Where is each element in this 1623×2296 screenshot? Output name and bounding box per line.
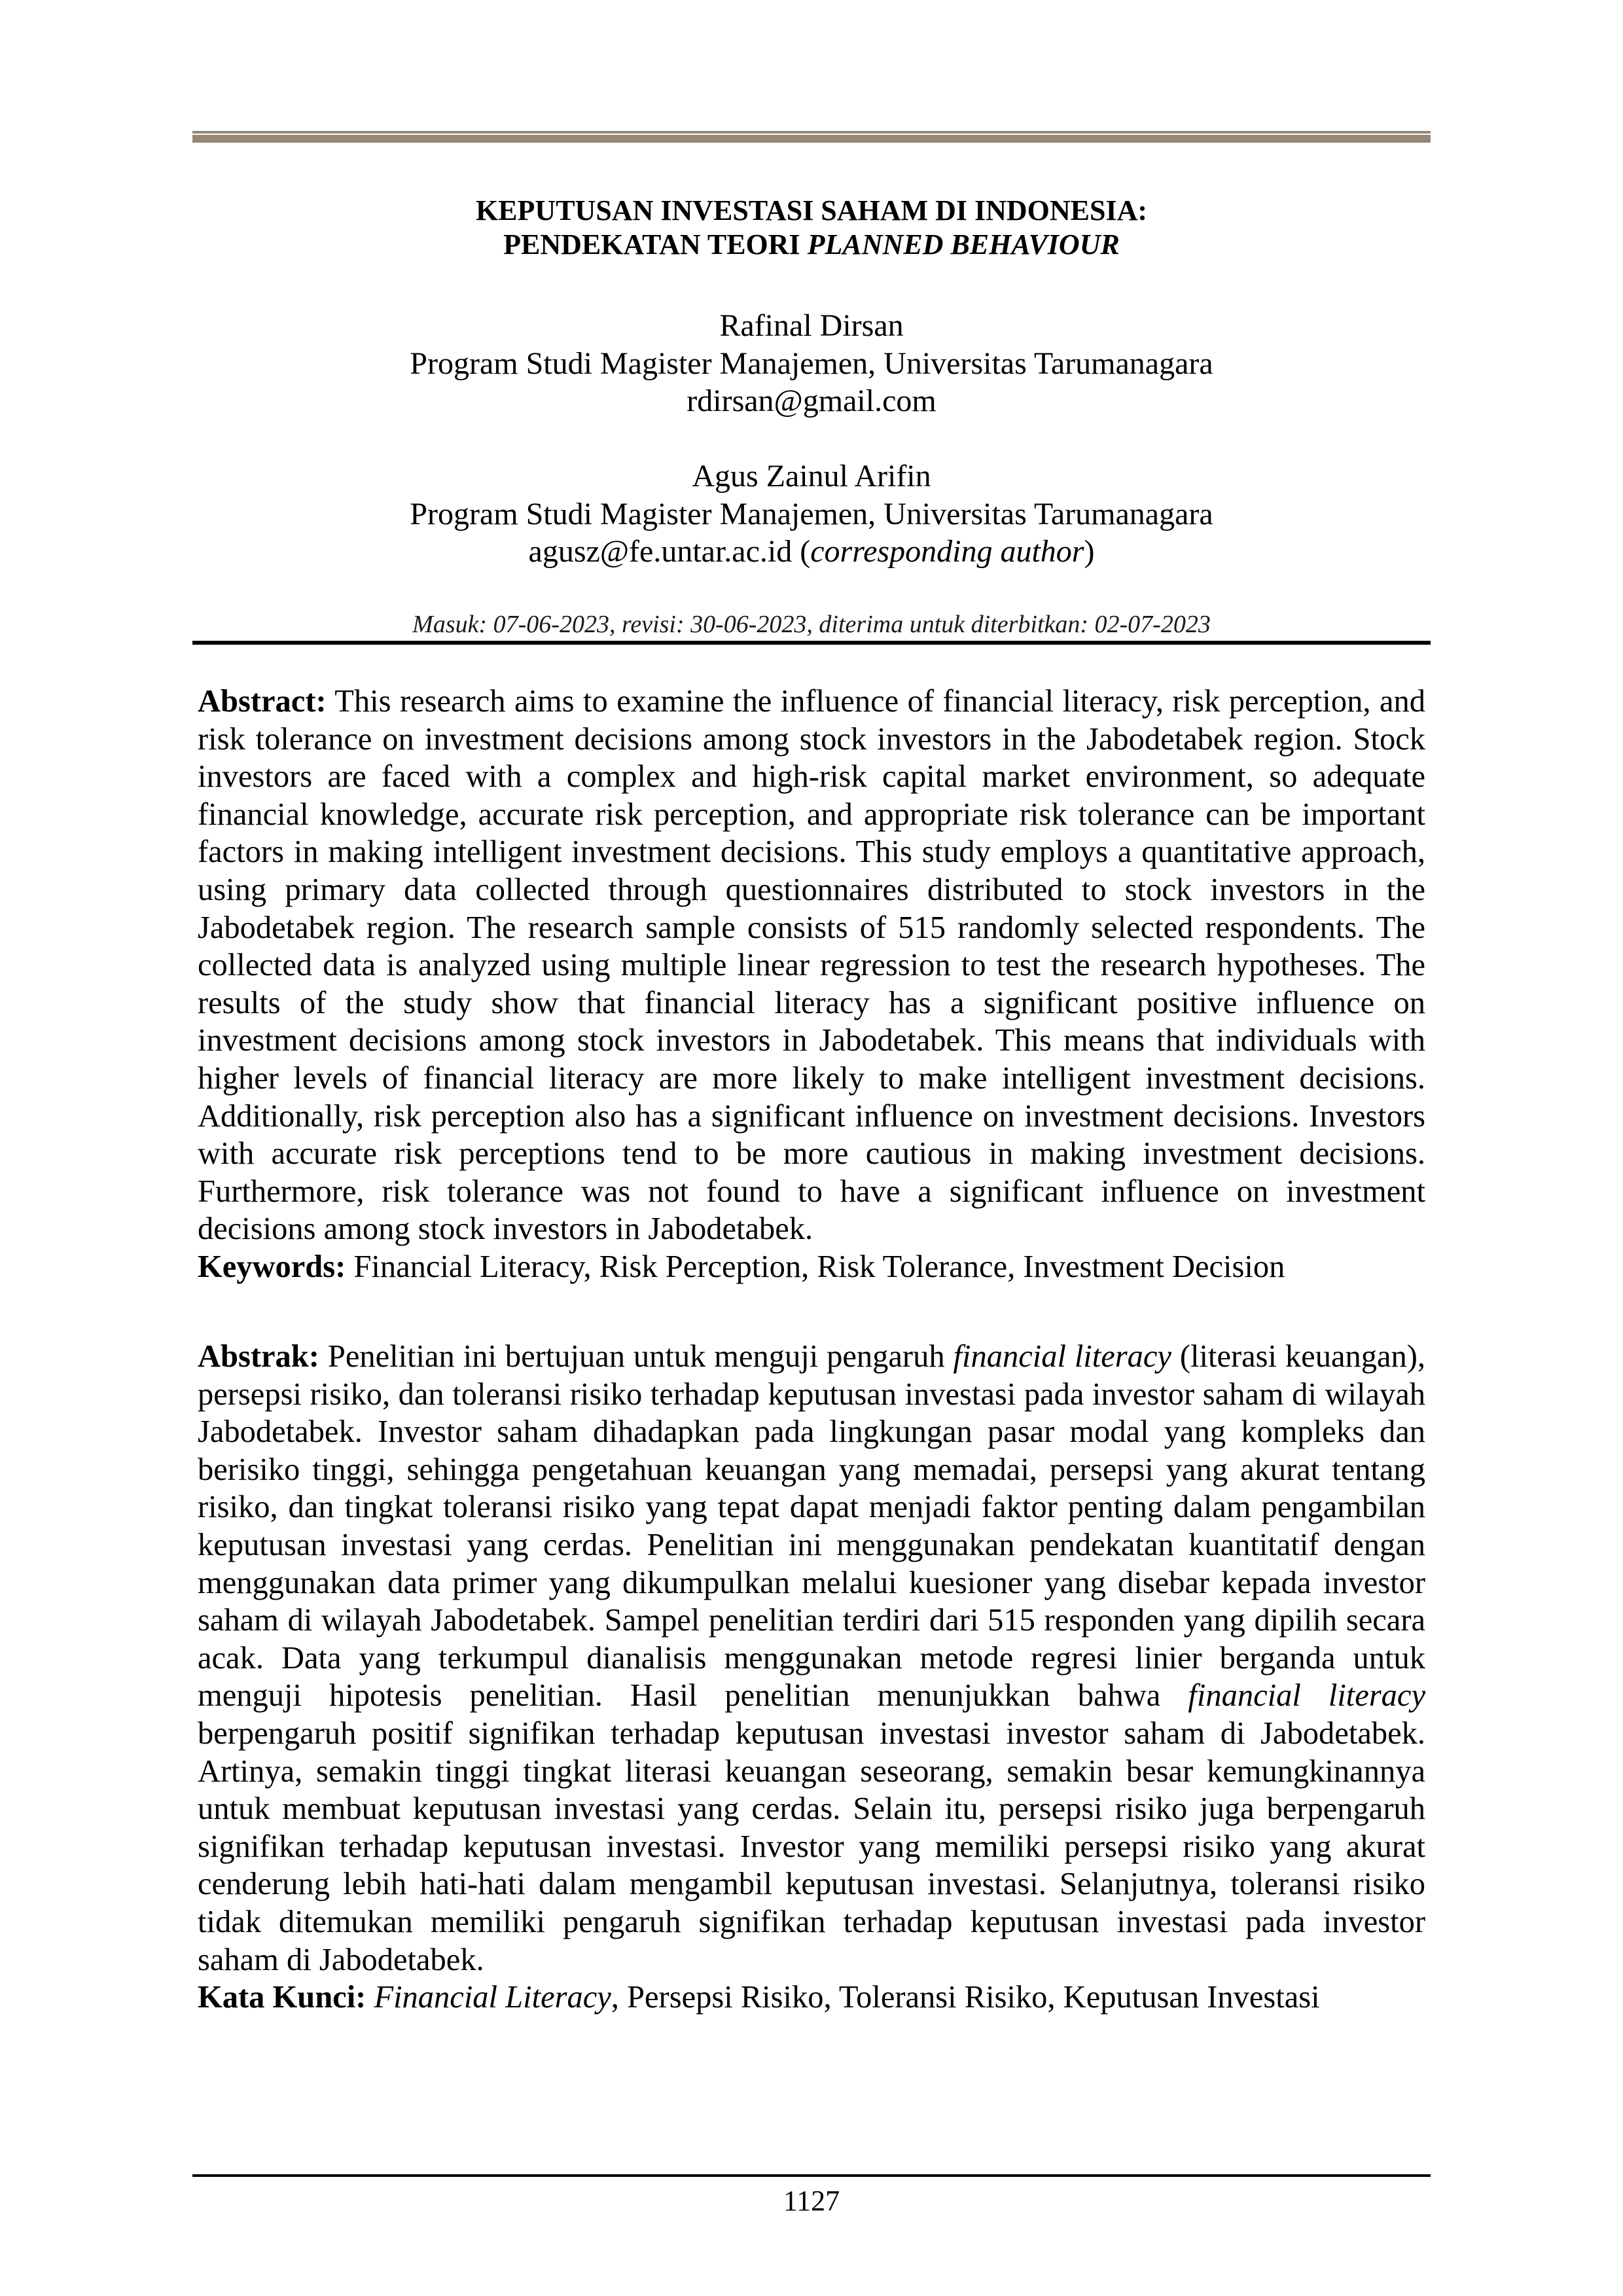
author-email[interactable]: agusz@fe.untar.ac.id xyxy=(528,534,793,569)
abstract-id-label: Abstrak: xyxy=(198,1339,319,1374)
abstract-en-text: This research aims to examine the influence of financial literacy, risk perception, and risk tolerance on investment decisions among stock investors in the Jabodetabek region. Stock investors are faced with a complex and high-risk capital market environment, so adequate financial knowledge, accurate risk perception, and appropriate risk tolerance can be important factors in making intelligent investment decisions. This study employs a quantitative approach, using primary data collected through questionnaires distributed to stock investors in the Jabodetabek region. The research sample consists of 515 randomly selected respondents. The collected data is analyzed using multiple linear regression to test the research hypotheses. The results of the study show that financial literacy has a significant positive influence on investment decisions among stock investors in Jabodetabek. This means that individuals with higher levels of financial literacy are more likely to make intelligent investment decisions. Additionally, risk perception also has a significant influence on investment decisions. Investors with accurate risk perceptions tend to be more cautious in making investment decisions. Furthermore, risk tolerance was not found to have a significant influence on investment decisions among stock investors in Jabodetabek. xyxy=(198,684,1425,1247)
author-name: Rafinal Dirsan xyxy=(719,308,904,343)
abstract-id-text-3: berpengaruh positif signifikan terhadap keputusan investasi investor saham di Jabodetabek. Artinya, semakin tinggi tingkat literasi keuangan seseorang, semakin besar kemungkinannya untuk membuat keputusan investasi yang cerdas. Selain itu, persepsi risiko juga berpengaruh signifikan terhadap keputusan investasi. Investor yang memiliki persepsi risiko yang akurat cenderung lebih hati-hati dalam mengambil keputusan investasi. Selanjutnya, toleransi risiko tidak ditemukan memiliki pengaruh signifikan terhadap keputusan investasi pada investor saham di Jabodetabek. xyxy=(198,1715,1425,1977)
abstract-id-text-2: (literasi keuangan), persepsi risiko, dan toleransi risiko terhadap keputusan investasi pada investor saham di wilayah Jabodetabek. Investor saham dihadapkan pada lingkungan pasar modal yang kompleks dan berisiko tinggi, sehingga pengetahuan keuangan yang memadai, persepsi yang akurat tentang risiko, dan tingkat toleransi risiko yang tepat dapat menjadi faktor penting dalam pengambilan keputusan investasi yang cerdas. Penelitian ini menggunakan pendekatan kuantitatif dengan menggunakan data primer yang dikumpulkan melalui kuesioner yang disebar kepada investor saham di wilayah Jabodetabek. Sampel penelitian terdiri dari 515 responden yang dipilih secara acak. Data yang terkumpul dianalisis menggunakan metode regresi linier berganda untuk menguji hipotesis penelitian. Hasil penelitian menunjukkan bahwa xyxy=(198,1339,1426,1713)
keywords-en xyxy=(198,1248,1425,1286)
keywords-id xyxy=(198,1979,1425,2017)
title-line-2-normal: PENDEKATAN TEORI xyxy=(503,228,808,260)
abstract-en-label: Abstract: xyxy=(198,684,327,719)
author-2 xyxy=(192,457,1431,571)
paper-title xyxy=(192,194,1431,262)
author-list xyxy=(192,307,1431,608)
abstract-en-paragraph xyxy=(198,683,1425,1248)
author-email-line: agusz@fe.untar.ac.id (corresponding author) xyxy=(528,534,1095,569)
page-number: 1127 xyxy=(783,2185,840,2217)
author-name: Agus Zainul Arifin xyxy=(692,459,931,493)
abstract-indonesian xyxy=(198,1338,1425,2017)
keywords-id-label: Kata Kunci: xyxy=(198,1980,366,2015)
title-line-2-italic: PLANNED BEHAVIOUR xyxy=(807,228,1120,260)
keywords-en-text: Financial Literacy, Risk Perception, Risk Tolerance, Investment Decision xyxy=(353,1249,1285,1284)
keywords-id-text: , Persepsi Risiko, Toleransi Risiko, Keputusan Investasi xyxy=(611,1980,1320,2015)
abstract-english xyxy=(198,683,1425,1286)
author-email[interactable]: rdirsan@gmail.com xyxy=(687,384,936,418)
author-1 xyxy=(192,307,1431,420)
keywords-id-italic: Financial Literacy xyxy=(374,1980,611,2015)
abstract-id-italic-1: financial literacy xyxy=(953,1339,1171,1374)
title-line-2 xyxy=(192,228,1431,262)
header-rule-thin xyxy=(192,131,1431,134)
abstract-id-text-1: Penelitian ini bertujuan untuk menguji pengaruh xyxy=(327,1339,954,1374)
header-rule-thick xyxy=(192,135,1431,143)
corresponding-author-note: corresponding author xyxy=(810,534,1084,569)
author-affiliation: Program Studi Magister Manajemen, Universitas Tarumanagara xyxy=(410,496,1213,531)
footer-rule xyxy=(192,2174,1431,2177)
author-affiliation: Program Studi Magister Manajemen, Universitas Tarumanagara xyxy=(410,346,1213,381)
abstract-id-italic-2: financial literacy xyxy=(1188,1678,1425,1713)
title-line-1: KEPUTUSAN INVESTASI SAHAM DI INDONESIA: xyxy=(475,194,1148,226)
header-divider xyxy=(192,641,1431,645)
abstract-id-paragraph xyxy=(198,1338,1425,1979)
submission-dates: Masuk: 07-06-2023, revisi: 30-06-2023, diterima untuk diterbitkan: 02-07-2023 xyxy=(412,611,1211,638)
keywords-en-label: Keywords: xyxy=(198,1249,346,1284)
